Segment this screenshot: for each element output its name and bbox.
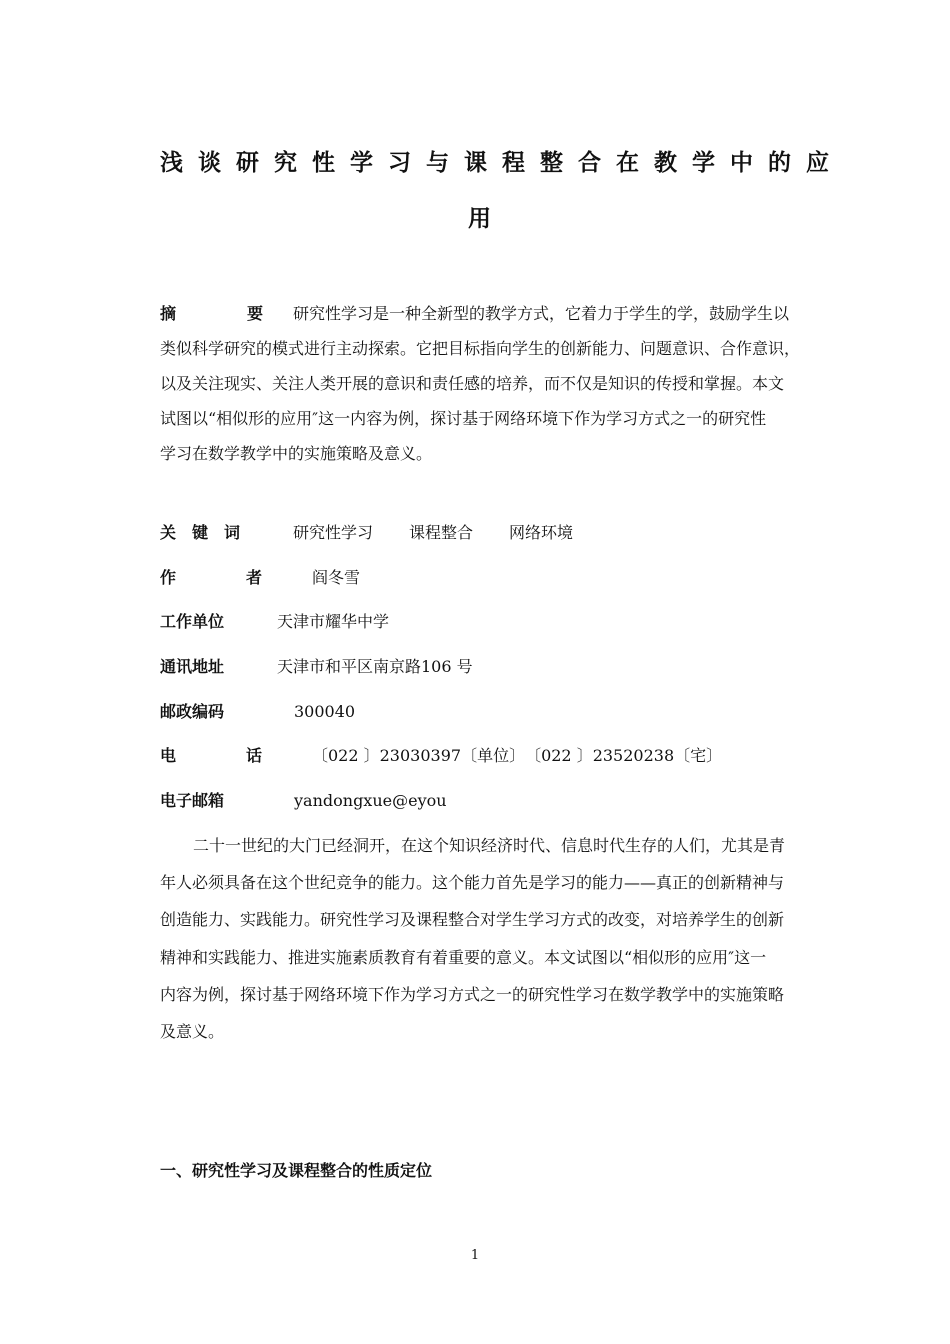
postcode-label: 邮政编码 xyxy=(160,702,225,721)
keywords-list xyxy=(293,518,609,548)
email-value: yandongxue@eyou xyxy=(294,791,447,810)
page-number: 1 xyxy=(470,1248,480,1263)
keyword-item: 研究性学习 xyxy=(293,523,374,542)
abstract-line-4: 试图以“相似形的应用″这一内容为例，探讨基于网络环境下作为学习方式之一的研究性 xyxy=(160,409,767,428)
abstract-block xyxy=(160,296,814,471)
body-line-6: 及意义。 xyxy=(160,1021,225,1041)
body-paragraph xyxy=(160,827,814,1050)
body-line-3: 创造能力、实践能力。研究性学习及课程整合对学生学习方式的改变，对培养学生的创新 xyxy=(160,910,785,930)
page-title-continued: 用 xyxy=(468,206,506,232)
author-label: 作 者 xyxy=(160,568,263,587)
abstract-line-5: 学习在数学教学中的实施策略及意义。 xyxy=(160,444,433,463)
address-value: 天津市和平区南京路106 号 xyxy=(277,657,473,676)
abstract-label: 摘 要 xyxy=(160,304,264,323)
keyword-item: 课程整合 xyxy=(409,523,474,542)
section-heading: 一、研究性学习及课程整合的性质定位 xyxy=(160,1161,433,1180)
abstract-line-1: 摘 要 研究性学习是一种全新型的教学方式，它着力于学生的学，鼓励学生以 xyxy=(160,296,814,331)
keywords-label: 关 键 词 xyxy=(160,523,241,542)
author-value: 阎冬雪 xyxy=(312,568,361,587)
address-label: 通讯地址 xyxy=(160,657,225,676)
keyword-item: 网络环境 xyxy=(509,523,574,542)
abstract-line-2: 类似科学研究的模式进行主动探索。它把目标指向学生的创新能力、问题意识、合作意识， xyxy=(160,339,801,358)
email-label: 电子邮箱 xyxy=(160,791,225,810)
phone-value: 〔022 〕23030397〔单位〕 〔022 〕23520238〔宅〕 xyxy=(312,746,723,765)
body-line-4: 精神和实践能力、推进实施素质教育有着重要的意义。本文试图以“相似形的应用″这一 xyxy=(160,947,767,967)
body-line-1: 二十一世纪的大门已经洞开，在这个知识经济时代、信息时代生存的人们，尤其是青 xyxy=(193,836,786,855)
unit-value: 天津市耀华中学 xyxy=(277,612,390,631)
page-title: 浅谈研究性学习与课程整合在教学中的应 xyxy=(160,150,844,176)
postcode-value: 300040 xyxy=(294,702,356,721)
abstract-line-3: 以及关注现实、关注人类开展的意识和责任感的培养，而不仅是知识的传授和掌握。本文 xyxy=(160,374,785,393)
unit-label: 工作单位 xyxy=(160,612,225,631)
phone-label: 电 话 xyxy=(160,746,263,765)
body-line-2: 年人必须具备在这个世纪竞争的能力。这个能力首先是学习的能力——真正的创新精神与 xyxy=(160,873,785,893)
body-line-5: 内容为例，探讨基于网络环境下作为学习方式之一的研究性学习在数学教学中的实施策略 xyxy=(160,984,785,1004)
